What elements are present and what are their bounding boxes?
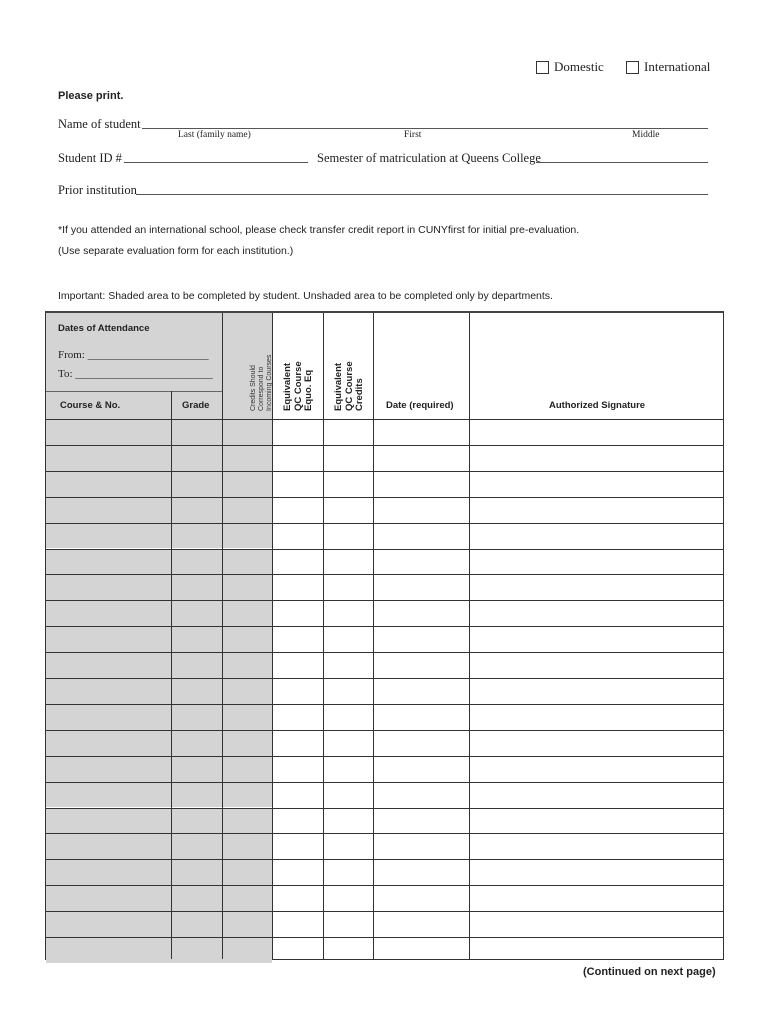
- table-row: [46, 885, 723, 911]
- student-entry-cell[interactable]: [46, 860, 272, 885]
- equivalent-credits-header: [334, 361, 366, 411]
- department-entry-cell[interactable]: [272, 886, 723, 911]
- table-row: [46, 756, 723, 782]
- department-entry-cell[interactable]: [272, 498, 723, 523]
- domestic-label: Domestic: [554, 59, 604, 74]
- dates-of-attendance-label: Dates of Attendance: [58, 323, 150, 334]
- equiv-course-line1: Equivalent: [282, 362, 293, 411]
- credits-header-line3: Incoming Courses: [266, 354, 273, 411]
- col-divider-grade: [222, 313, 223, 959]
- prior-institution-label: Prior institution: [58, 183, 137, 197]
- department-entry-cell[interactable]: [272, 783, 723, 808]
- department-entry-cell[interactable]: [272, 524, 723, 549]
- credits-header-line1: Credits Should: [250, 365, 257, 411]
- student-entry-cell[interactable]: [46, 472, 272, 497]
- international-checkbox[interactable]: [626, 61, 639, 74]
- col-divider-date: [469, 313, 470, 959]
- student-id-label: Student ID #: [58, 151, 122, 165]
- student-entry-cell[interactable]: [46, 524, 272, 549]
- department-entry-cell[interactable]: [272, 472, 723, 497]
- equiv-credits-line2: QC Course: [343, 361, 355, 411]
- authorized-signature-header: Authorized Signature: [549, 400, 646, 411]
- name-of-student-label: Name of student: [58, 117, 141, 131]
- student-entry-cell[interactable]: [46, 757, 272, 782]
- table-row: [46, 782, 723, 808]
- table-row: [46, 549, 723, 575]
- credits-correspond-header: [250, 355, 274, 411]
- department-entry-cell[interactable]: [272, 653, 723, 678]
- student-entry-cell[interactable]: [46, 498, 272, 523]
- table-row: [46, 471, 723, 497]
- from-date-field[interactable]: From: ______________________: [58, 349, 209, 361]
- equiv-credits-line1: Equivalent: [333, 362, 344, 411]
- student-entry-cell[interactable]: [46, 705, 272, 730]
- department-entry-cell[interactable]: [272, 809, 723, 834]
- to-date-field[interactable]: To: _________________________: [58, 368, 213, 380]
- col-divider-credits: [272, 313, 273, 959]
- table-row: [46, 704, 723, 730]
- table-row: [46, 600, 723, 626]
- international-note: *If you attended an international school, please check transfer credit report in CUNYfirst for initial pre-evaluation.: [58, 224, 580, 236]
- department-entry-cell[interactable]: [272, 912, 723, 937]
- department-entry-cell[interactable]: [272, 575, 723, 600]
- student-entry-cell[interactable]: [46, 912, 272, 937]
- department-entry-cell[interactable]: [272, 420, 723, 445]
- department-entry-cell[interactable]: [272, 705, 723, 730]
- course-no-header: Course & No.: [60, 400, 121, 411]
- dates-divider: [46, 391, 222, 392]
- table-row: [46, 911, 723, 937]
- domestic-option[interactable]: [536, 59, 604, 75]
- grade-header: Grade: [182, 400, 210, 411]
- student-entry-cell[interactable]: [46, 809, 272, 834]
- table-row: [46, 652, 723, 678]
- equivalent-course-header: [283, 361, 315, 411]
- table-row: [46, 497, 723, 523]
- student-entry-cell[interactable]: [46, 731, 272, 756]
- student-entry-cell[interactable]: [46, 601, 272, 626]
- semester-label: Semester of matriculation at Queens College: [317, 151, 541, 165]
- student-entry-cell[interactable]: [46, 834, 272, 859]
- equiv-course-line3: Equo. Eq: [303, 369, 314, 411]
- name-of-student-field[interactable]: [142, 128, 708, 129]
- student-entry-cell[interactable]: [46, 627, 272, 652]
- semester-field[interactable]: [536, 162, 708, 163]
- continued-note: (Continued on next page): [583, 966, 716, 978]
- student-entry-cell[interactable]: [46, 679, 272, 704]
- equiv-credits-line3: Credits: [354, 378, 365, 411]
- international-label: International: [644, 59, 711, 74]
- table-row: [46, 445, 723, 471]
- department-entry-cell[interactable]: [272, 731, 723, 756]
- student-entry-cell[interactable]: [46, 420, 272, 445]
- separate-form-note: (Use separate evaluation form for each institution.): [58, 245, 294, 257]
- table-row: [46, 833, 723, 859]
- department-entry-cell[interactable]: [272, 601, 723, 626]
- student-entry-cell[interactable]: [46, 653, 272, 678]
- student-entry-cell[interactable]: [46, 938, 272, 963]
- table-row: [46, 937, 723, 963]
- table-row: [46, 419, 723, 445]
- col-divider-equiv-course: [323, 313, 324, 959]
- department-entry-cell[interactable]: [272, 757, 723, 782]
- student-entry-cell[interactable]: [46, 783, 272, 808]
- table-row: [46, 808, 723, 834]
- please-print-label: Please print.: [58, 90, 124, 102]
- table-row: [46, 574, 723, 600]
- table-row: [46, 678, 723, 704]
- department-entry-cell[interactable]: [272, 679, 723, 704]
- prior-institution-field[interactable]: [136, 194, 708, 195]
- credits-header-line2: Correspond to: [258, 366, 265, 411]
- table-row: [46, 523, 723, 549]
- department-entry-cell[interactable]: [272, 627, 723, 652]
- table-row: [46, 730, 723, 756]
- student-entry-cell[interactable]: [46, 550, 272, 575]
- department-entry-cell[interactable]: [272, 834, 723, 859]
- table-row: [46, 859, 723, 885]
- department-entry-cell[interactable]: [272, 446, 723, 471]
- table-row: [46, 626, 723, 652]
- student-entry-cell[interactable]: [46, 575, 272, 600]
- department-entry-cell[interactable]: [272, 550, 723, 575]
- department-entry-cell[interactable]: [272, 860, 723, 885]
- name-sub-last: Last (family name): [178, 130, 251, 140]
- equiv-course-line2: QC Course: [292, 361, 304, 411]
- department-entry-cell[interactable]: [272, 938, 723, 963]
- student-entry-cell[interactable]: [46, 886, 272, 911]
- col-divider-course: [171, 391, 172, 959]
- student-entry-cell[interactable]: [46, 446, 272, 471]
- date-required-header: Date (required): [386, 400, 454, 411]
- important-note: Important: Shaded area to be completed by student. Unshaded area to be completed only by departments.: [58, 290, 553, 302]
- name-sub-first: First: [404, 130, 422, 140]
- transfer-credit-table: [45, 311, 724, 960]
- domestic-checkbox[interactable]: [536, 61, 549, 74]
- international-option[interactable]: [626, 59, 710, 75]
- name-sub-middle: Middle: [632, 130, 660, 140]
- col-divider-equiv-credits: [373, 313, 374, 959]
- student-id-field[interactable]: [124, 162, 308, 163]
